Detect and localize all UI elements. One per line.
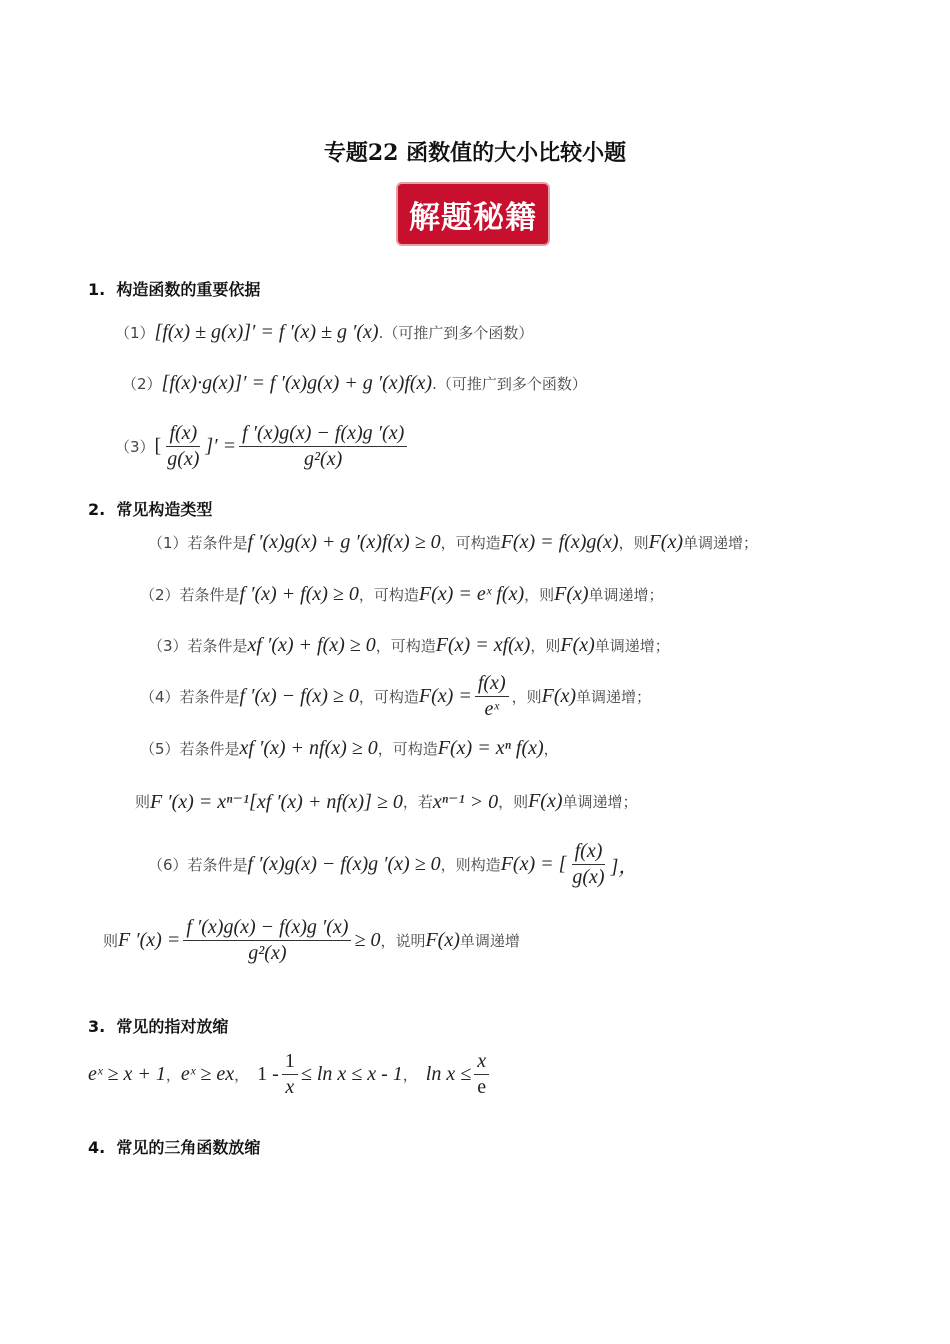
text: ，则 [511, 688, 542, 706]
text: ，则构造 [440, 856, 501, 874]
fraction [164, 422, 202, 471]
section-2-title: 常见构造类型 [116, 500, 213, 519]
numerator: x [474, 1050, 489, 1075]
rule-2-5 [140, 737, 559, 760]
rule-number: （2） [122, 375, 162, 393]
rule-2-1 [148, 531, 758, 554]
condition-label: （6）若条件是 [148, 856, 248, 874]
numerator: f ′(x)g(x) − f(x)g ′(x) [239, 422, 407, 447]
section-1-title: 构造函数的重要依据 [116, 280, 261, 299]
text: ，可构造 [377, 740, 438, 758]
fraction [569, 840, 607, 889]
rule-2-6-conclusion [103, 916, 520, 965]
formula: F ′(x) = [118, 929, 181, 951]
formula: [f(x) ± g(x)]′ = f ′(x) ± g ′(x) [154, 321, 379, 343]
inequality: ≤ ln x ≤ x - 1 [300, 1063, 403, 1085]
rule-2-6 [148, 840, 638, 889]
text: ，则 [530, 637, 561, 655]
fraction [239, 422, 407, 471]
rule-number: （3） [115, 438, 155, 456]
section-4-number: 4. [88, 1138, 106, 1157]
condition-label: （1）若条件是 [148, 534, 248, 552]
numerator: f ′(x)g(x) − f(x)g ′(x) [183, 916, 351, 941]
text: 单调递增 [459, 932, 520, 950]
note: .（可推广到多个函数） [432, 375, 587, 393]
text: ，可构造 [358, 688, 419, 706]
inequality: eˣ ≥ x + 1 [88, 1063, 166, 1085]
formula: f ′(x) − f(x) ≥ 0 [239, 685, 359, 707]
fraction [183, 916, 351, 965]
fraction [475, 672, 509, 721]
text: 单调递增； [594, 637, 670, 655]
condition-label: （3）若条件是 [148, 637, 248, 655]
inequality: ln x ≤ [425, 1063, 472, 1085]
text: 单调递增； [683, 534, 759, 552]
section-badge [398, 184, 548, 244]
section-1-number: 1. [88, 280, 106, 299]
formula: ]， [610, 856, 639, 878]
denominator: g²(x) [304, 448, 343, 470]
text: ，可构造 [375, 637, 436, 655]
denominator: e [477, 1076, 487, 1098]
section-2-number: 2. [88, 500, 106, 519]
formula: F(x) = xf(x) [435, 634, 531, 656]
formula: f ′(x)g(x) + g ′(x)f(x) ≥ 0 [247, 531, 441, 553]
rule-2-5-conclusion [135, 789, 638, 814]
section-2-heading [88, 497, 212, 520]
formula: ]′ = [205, 435, 237, 457]
formula: F(x) [554, 583, 589, 605]
text: 则 [135, 793, 151, 811]
text: 单调递增； [588, 586, 664, 604]
text: ，则 [618, 534, 649, 552]
separator: ， [165, 1066, 181, 1084]
section-4-title: 常见的三角函数放缩 [116, 1138, 261, 1157]
text: ，若 [402, 793, 433, 811]
text: ， [543, 740, 559, 758]
formula: F(x) = f(x)g(x) [500, 531, 619, 553]
denominator: g²(x) [248, 942, 287, 964]
exp-log-inequalities [88, 1050, 492, 1099]
numerator: f(x) [166, 422, 200, 447]
inequality: 1 - [257, 1063, 279, 1085]
formula: xⁿ⁻¹ > 0 [432, 791, 499, 813]
note: .（可推广到多个函数） [378, 324, 534, 342]
formula: xf ′(x) + nf(x) ≥ 0 [239, 737, 378, 759]
formula: F ′(x) = xⁿ⁻¹[xf ′(x) + nf(x)] ≥ 0 [150, 791, 403, 813]
separator: ， [402, 1066, 418, 1084]
formula: F(x) [425, 929, 460, 951]
formula: [f(x)·g(x)]′ = f ′(x)g(x) + g ′(x)f(x) [161, 372, 433, 394]
formula: f ′(x)g(x) − f(x)g ′(x) ≥ 0 [247, 853, 441, 875]
condition-label: （4）若条件是 [140, 688, 240, 706]
section-4-heading [88, 1135, 260, 1158]
fraction [474, 1050, 489, 1099]
formula: ≥ 0 [354, 929, 381, 951]
formula: F(x) [541, 685, 577, 707]
formula: F(x) [528, 790, 563, 812]
section-3-heading [88, 1014, 228, 1037]
rule-1-2 [122, 372, 587, 395]
formula: F(x) [648, 531, 683, 553]
rule-2-4 [140, 672, 651, 721]
numerator: f(x) [475, 672, 509, 697]
formula: F(x) = eˣ f(x) [418, 583, 525, 605]
denominator: g(x) [572, 866, 605, 888]
inequality: eˣ ≥ ex [180, 1063, 235, 1085]
denominator: g(x) [167, 448, 200, 470]
rule-2-2 [140, 583, 664, 606]
numerator: f(x) [572, 840, 606, 865]
text: ，可构造 [358, 586, 419, 604]
denominator: eˣ [484, 698, 499, 720]
section-3-title: 常见的指对放缩 [116, 1017, 229, 1036]
formula: F(x) = xⁿ f(x) [437, 737, 544, 759]
text: ，可构造 [440, 534, 501, 552]
page-title: 专题22 函数值的大小比较小题 [323, 140, 627, 166]
text: ，则 [524, 586, 555, 604]
section-3-number: 3. [88, 1017, 106, 1036]
formula: f ′(x) + f(x) ≥ 0 [239, 583, 359, 605]
text: ，说明 [380, 932, 426, 950]
separator: ， [234, 1066, 250, 1084]
text: 单调递增； [576, 688, 652, 706]
formula: F(x) = [418, 685, 472, 707]
fraction [282, 1050, 298, 1099]
rule-2-3 [148, 634, 670, 657]
denominator: x [285, 1076, 295, 1098]
text: ，则 [498, 793, 529, 811]
rule-number: （1） [115, 324, 155, 342]
condition-label: （5）若条件是 [140, 740, 240, 758]
text: 则 [103, 932, 119, 950]
formula: F(x) [560, 634, 595, 656]
rule-1-3 [115, 422, 410, 471]
text: 单调递增； [562, 793, 638, 811]
numerator: 1 [282, 1050, 298, 1075]
badge-label: 解题秘籍 [409, 199, 537, 236]
rule-1-1 [115, 321, 533, 344]
condition-label: （2）若条件是 [140, 586, 240, 604]
formula: xf ′(x) + f(x) ≥ 0 [247, 634, 376, 656]
formula: F(x) = [ [500, 853, 567, 875]
bracket: [ [154, 435, 162, 457]
section-1-heading [88, 277, 260, 300]
